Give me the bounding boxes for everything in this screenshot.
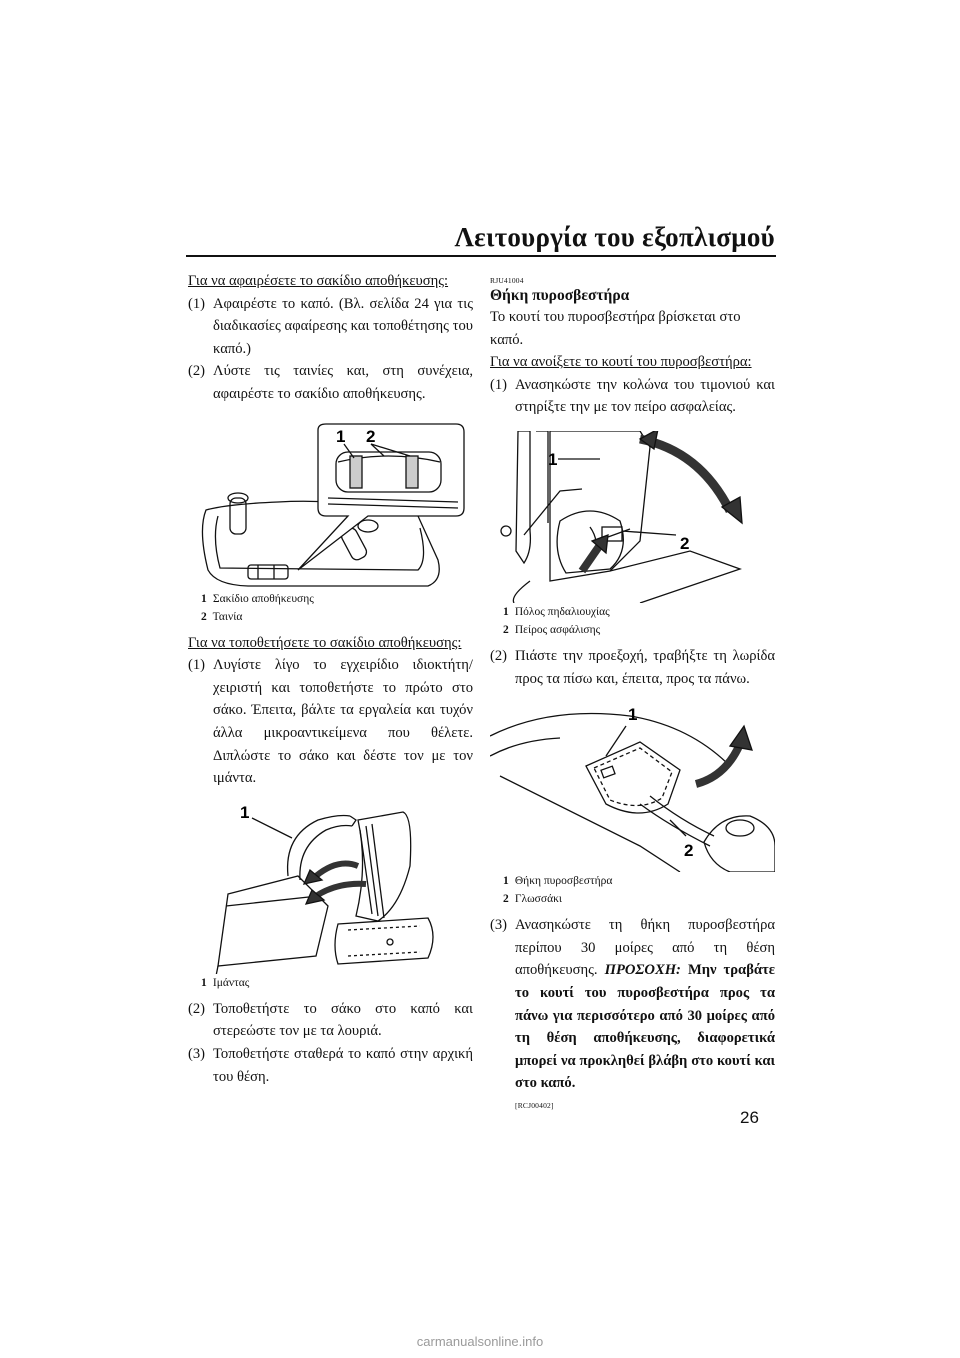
open-step-1 <box>490 374 775 419</box>
caution-text: Μην τραβάτε το κουτί του πυροσβεστήρα προς τα πάνω για περισσότερο από 30 μοίρες από τη θέση αποθήκευσης, διαφορετικά μπορεί να προκληθεί βλάβη στο κουτί και στο καπό. <box>515 962 775 1092</box>
caption-item <box>503 890 775 908</box>
caption-number: 1 <box>201 976 207 989</box>
remove-step-1 <box>188 293 473 361</box>
install-step-3 <box>188 1043 473 1088</box>
figure-folding-bag <box>188 796 473 974</box>
caption-item <box>201 608 473 626</box>
section-title: Θήκη πυροσβεστήρα <box>490 287 630 304</box>
step-text: Ανασηκώστε την κολώνα του τιμονιού και στηρίξτε την με τον πείρο ασφαλείας. <box>515 376 775 416</box>
step-number: (2) <box>188 1000 206 1017</box>
step-number: (1) <box>188 295 206 312</box>
steering-column-illustration <box>490 431 775 603</box>
remove-step-2 <box>188 360 473 405</box>
caption-text: Πείρος ασφάλισης <box>514 623 601 636</box>
figure-captions <box>490 603 775 639</box>
caption-text: Πόλος πηδαλιουχίας <box>514 605 610 618</box>
watermark: carmanualsonline.info <box>416 1334 544 1349</box>
step-text: Πιάστε την προεξοχή, τραβήξτε τη λωρίδα προς τα πίσω και, έπειτα, προς τα πάνω. <box>515 647 775 687</box>
caption-item <box>503 621 775 639</box>
caption-number: 2 <box>503 893 509 906</box>
step-number: (1) <box>188 657 206 674</box>
step-text: Τοποθετήστε το σάκο στο καπό και στερεώστε τον με τα λουριά. <box>213 1000 473 1040</box>
callout-2: 2 <box>684 841 694 861</box>
caption-item <box>201 974 473 992</box>
extinguisher-box-illustration <box>490 696 775 872</box>
right-column <box>490 270 775 1111</box>
step-text: Αφαιρέστε το καπό. (Βλ. σελίδα 24 για τις διαδικασίες αφαίρεσης και τοποθέτησης του καπό.) <box>213 295 473 357</box>
caption-text: Ταινία <box>212 610 243 623</box>
section-intro: Το κουτί του πυροσβεστήρα βρίσκεται στο καπό. <box>490 309 741 348</box>
caption-text: Ιμάντας <box>212 976 250 989</box>
figure-steering-column <box>490 431 775 603</box>
storage-bag-illustration <box>188 420 473 590</box>
step-text: Τοποθετήστε σταθερά το καπό στην αρχική του θέση. <box>213 1045 473 1085</box>
section-code: RJU41004 <box>490 276 524 285</box>
step-number: (2) <box>188 363 206 380</box>
caption-item <box>201 590 473 608</box>
caption-number: 2 <box>503 623 509 636</box>
install-step-2 <box>188 998 473 1043</box>
figure-captions <box>188 974 473 992</box>
caption-item <box>503 872 775 890</box>
step-number: (3) <box>188 1045 206 1062</box>
step-text: Λυγίστε λίγο το εγχειρίδιο ιδιοκτήτη/χειριστή και τοποθετήστε το πρώτο στο σάκο. Έπειτα, βάλτε τα εργαλεία και τυχόν άλλα μικροαντικείμενα που θέλετε. Διπλώστε το σάκο και δέστε τον με τον ιμάντα. <box>213 657 473 787</box>
step-text: Λύστε τις ταινίες και, στη συνέχεια, αφαιρέστε το σακίδιο αποθήκευσης. <box>213 363 473 402</box>
step-number: (1) <box>490 376 508 393</box>
caption-number: 1 <box>503 875 509 888</box>
callout-1: 1 <box>628 705 638 725</box>
open-step-2 <box>490 645 775 690</box>
header-rule <box>186 255 776 257</box>
step-number: (2) <box>490 647 508 664</box>
caption-item <box>503 603 775 621</box>
left-column <box>188 270 473 1088</box>
install-step-1 <box>188 654 473 790</box>
step-text: Ανασηκώστε τη θήκη πυροσβεστήρα περίπου 30 μοίρες από τη θέση αποθήκευσης. <box>515 917 775 979</box>
step-number: (3) <box>490 917 508 934</box>
install-heading: Για να τοποθετήσετε το σακίδιο αποθήκευσης: <box>188 634 462 651</box>
figure-captions <box>188 590 473 626</box>
caption-number: 1 <box>503 605 509 618</box>
caution-label: ΠΡΟΣΟΧΗ: <box>604 962 681 979</box>
caption-number: 1 <box>201 592 207 605</box>
callout-2: 2 <box>680 533 690 553</box>
open-step-3 <box>490 914 775 1095</box>
page-header-title: Λειτουργία του εξοπλισμού <box>454 222 775 252</box>
callout-2: 2 <box>366 426 376 446</box>
caption-text: Γλωσσάκι <box>514 893 562 906</box>
callout-1: 1 <box>548 449 558 469</box>
page-number: 26 <box>740 1108 759 1127</box>
caution-code: [RCJ00402] <box>515 1100 554 1110</box>
open-heading: Για να ανοίξετε το κουτί του πυροσβεστήρα: <box>490 354 752 371</box>
folding-bag-illustration <box>188 796 473 974</box>
caption-text: Σακίδιο αποθήκευσης <box>212 592 314 605</box>
caption-number: 2 <box>201 610 207 623</box>
remove-heading: Για να αφαιρέσετε το σακίδιο αποθήκευσης: <box>188 273 449 289</box>
caption-text: Θήκη πυροσβεστήρα <box>514 875 613 888</box>
callout-1: 1 <box>336 426 346 446</box>
figure-captions <box>490 872 775 908</box>
figure-extinguisher-box <box>490 696 775 872</box>
figure-storage-bag <box>188 420 473 590</box>
callout-1: 1 <box>240 802 250 822</box>
